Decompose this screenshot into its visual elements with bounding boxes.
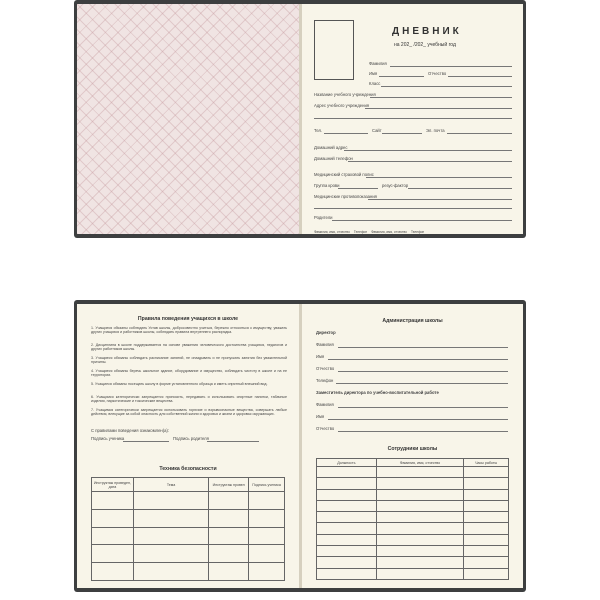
contraindications-line	[368, 199, 512, 200]
parents-continued	[302, 218, 523, 234]
blood-group-label: Группа крови	[314, 183, 340, 188]
staff-header-position: Должность	[317, 459, 377, 467]
school-address-line	[365, 108, 512, 109]
patronymic-line	[448, 76, 512, 77]
insurance-label: Медицинский страховой полис	[314, 172, 374, 177]
deputy-patronymic-line	[338, 431, 508, 432]
home-phone-line	[348, 161, 512, 162]
parent-sign-line	[207, 441, 259, 442]
safety-header-signature: Подпись ученика	[249, 478, 285, 492]
table-row	[317, 512, 509, 523]
director-patronymic-line	[338, 371, 508, 372]
staff-table	[316, 458, 509, 580]
surname-label: Фамилия	[369, 61, 387, 66]
parent-sign-label: Подпись родителя	[173, 436, 209, 441]
rules-spread	[74, 300, 526, 592]
table-row	[92, 545, 285, 563]
photo-frame	[314, 20, 354, 80]
director-phone-line	[336, 383, 508, 384]
director-name-line	[328, 359, 508, 360]
insurance-line	[366, 177, 512, 178]
table-row	[317, 557, 509, 568]
director-name-label: Имя	[316, 354, 325, 359]
admin-title: Администрация школы	[382, 318, 443, 324]
table-row	[317, 546, 509, 557]
rh-factor-line	[408, 188, 512, 189]
home-address-label: Домашний адрес	[314, 145, 348, 150]
name-label: Имя	[369, 71, 378, 76]
rule-item: 6. Учащимся категорически запрещается приносить, передавать и использовать спиртные напитки, табачные изделия, наркотические и токсические вещества.	[91, 395, 287, 404]
table-row	[317, 467, 509, 478]
parent-phone-label: Телефон	[353, 230, 368, 234]
safety-header-date: Инструктаж проведен, дата	[92, 478, 134, 492]
table-row	[317, 568, 509, 579]
table-row	[92, 527, 285, 545]
table-row	[317, 478, 509, 489]
diary-cover-spread	[74, 0, 526, 238]
staff-title: Сотрудники школы	[387, 446, 438, 452]
parents-label: Родители	[314, 215, 333, 220]
rules-page	[77, 304, 299, 588]
parent-fio-label: Фамилия, имя, отчество	[314, 230, 350, 234]
student-sign-line	[123, 441, 169, 442]
rule-item: 4. Учащиеся обязаны беречь школьное здание, оборудование и имущество, соблюдать чистоту в школе и на ее территории.	[91, 369, 287, 378]
table-row	[92, 492, 285, 510]
site-label: Сайт	[372, 128, 382, 133]
diary-title: ДНЕВНИК	[392, 26, 462, 37]
rule-item: 5. Учащиеся обязаны посещать школу в форме установленного образца и иметь опрятный внешний вид.	[91, 382, 268, 386]
deputy-label: Заместитель директора по учебно-воспитательной работе	[316, 390, 439, 395]
safety-header-instructor: Инструктаж провел	[209, 478, 249, 492]
table-row	[317, 534, 509, 545]
staff-header-hours: Часы работы	[464, 459, 509, 467]
safety-header-topic: Тема	[133, 478, 208, 492]
table-row	[92, 509, 285, 527]
safety-table	[91, 477, 285, 581]
surname-line	[390, 66, 512, 67]
rule-item: 2. Дисциплина в школе поддерживается на основе уважения человеческого достоинства учащихся, педагогов и других работников школы.	[91, 343, 287, 352]
deputy-surname-label: Фамилия	[316, 402, 334, 407]
table-row	[317, 489, 509, 500]
rule-item: 7. Учащимся категорически запрещается использовать горючие и взрывоопасные вещества, совершать любые действия, влекущие за собой опасность для собственной жизни и здоровья и жизни и здоровья окружающих.	[91, 408, 287, 417]
diary-title-page	[302, 4, 523, 234]
director-label: Директор	[316, 330, 336, 335]
contraindications-label: Медицинские противопоказания	[314, 194, 377, 199]
school-name-label: Название учебного учреждения	[314, 92, 376, 97]
director-patronymic-label: Отчество	[316, 366, 335, 371]
table-row	[92, 563, 285, 581]
administration-page	[302, 304, 523, 588]
rule-item: 1. Учащиеся обязаны соблюдать Устав школы, добросовестно учиться, бережно относиться к имуществу, уважать других учащихся и работников школы, соблюдать правила внутреннего распорядка.	[91, 326, 287, 335]
table-row	[317, 523, 509, 534]
school-address-label: Адрес учебного учреждения	[314, 103, 370, 108]
rh-factor-label: резус-фактор	[382, 183, 409, 188]
director-surname-line	[338, 347, 508, 348]
blank-line	[314, 118, 512, 119]
safety-title: Техника безопасности	[159, 466, 217, 472]
phone-label: Тел.	[314, 128, 323, 133]
acknowledged-text: С правилами поведения ознакомлен(а):	[91, 428, 169, 433]
email-line	[447, 133, 512, 134]
deputy-patronymic-label: Отчество	[316, 426, 335, 431]
decorative-endpaper	[77, 4, 299, 234]
staff-header-name: Фамилия, имя, отчество	[376, 459, 463, 467]
deputy-surname-line	[338, 407, 508, 408]
home-phone-label: Домашний телефон	[314, 156, 353, 161]
class-label: Класс	[369, 81, 381, 86]
class-line	[381, 86, 512, 87]
home-address-line	[344, 150, 512, 151]
rules-title: Правила поведения учащихся в школе	[137, 316, 239, 322]
school-year-line: на 202_ /202_ учебный год	[394, 42, 456, 48]
rule-item: 3. Учащиеся обязаны соблюдать расписание занятий, не опаздывать и не пропускать занятия без уважительной причины.	[91, 356, 287, 365]
phone-line	[324, 133, 368, 134]
parent-phone-label: Телефон	[410, 230, 425, 234]
director-surname-label: Фамилия	[316, 342, 334, 347]
blank-line	[314, 208, 512, 209]
deputy-name-line	[328, 419, 508, 420]
blood-group-line	[338, 188, 378, 189]
patronymic-label: Отчество	[428, 71, 447, 76]
student-sign-label: Подпись ученика	[91, 436, 125, 441]
name-line	[379, 76, 424, 77]
table-row	[317, 500, 509, 511]
deputy-name-label: Имя	[316, 414, 325, 419]
site-line	[382, 133, 422, 134]
director-phone-label: Телефон	[316, 378, 334, 383]
school-name-line	[370, 97, 512, 98]
email-label: Эл. почта	[426, 128, 445, 133]
parent-fio-label: Фамилия, имя, отчество	[371, 230, 407, 234]
